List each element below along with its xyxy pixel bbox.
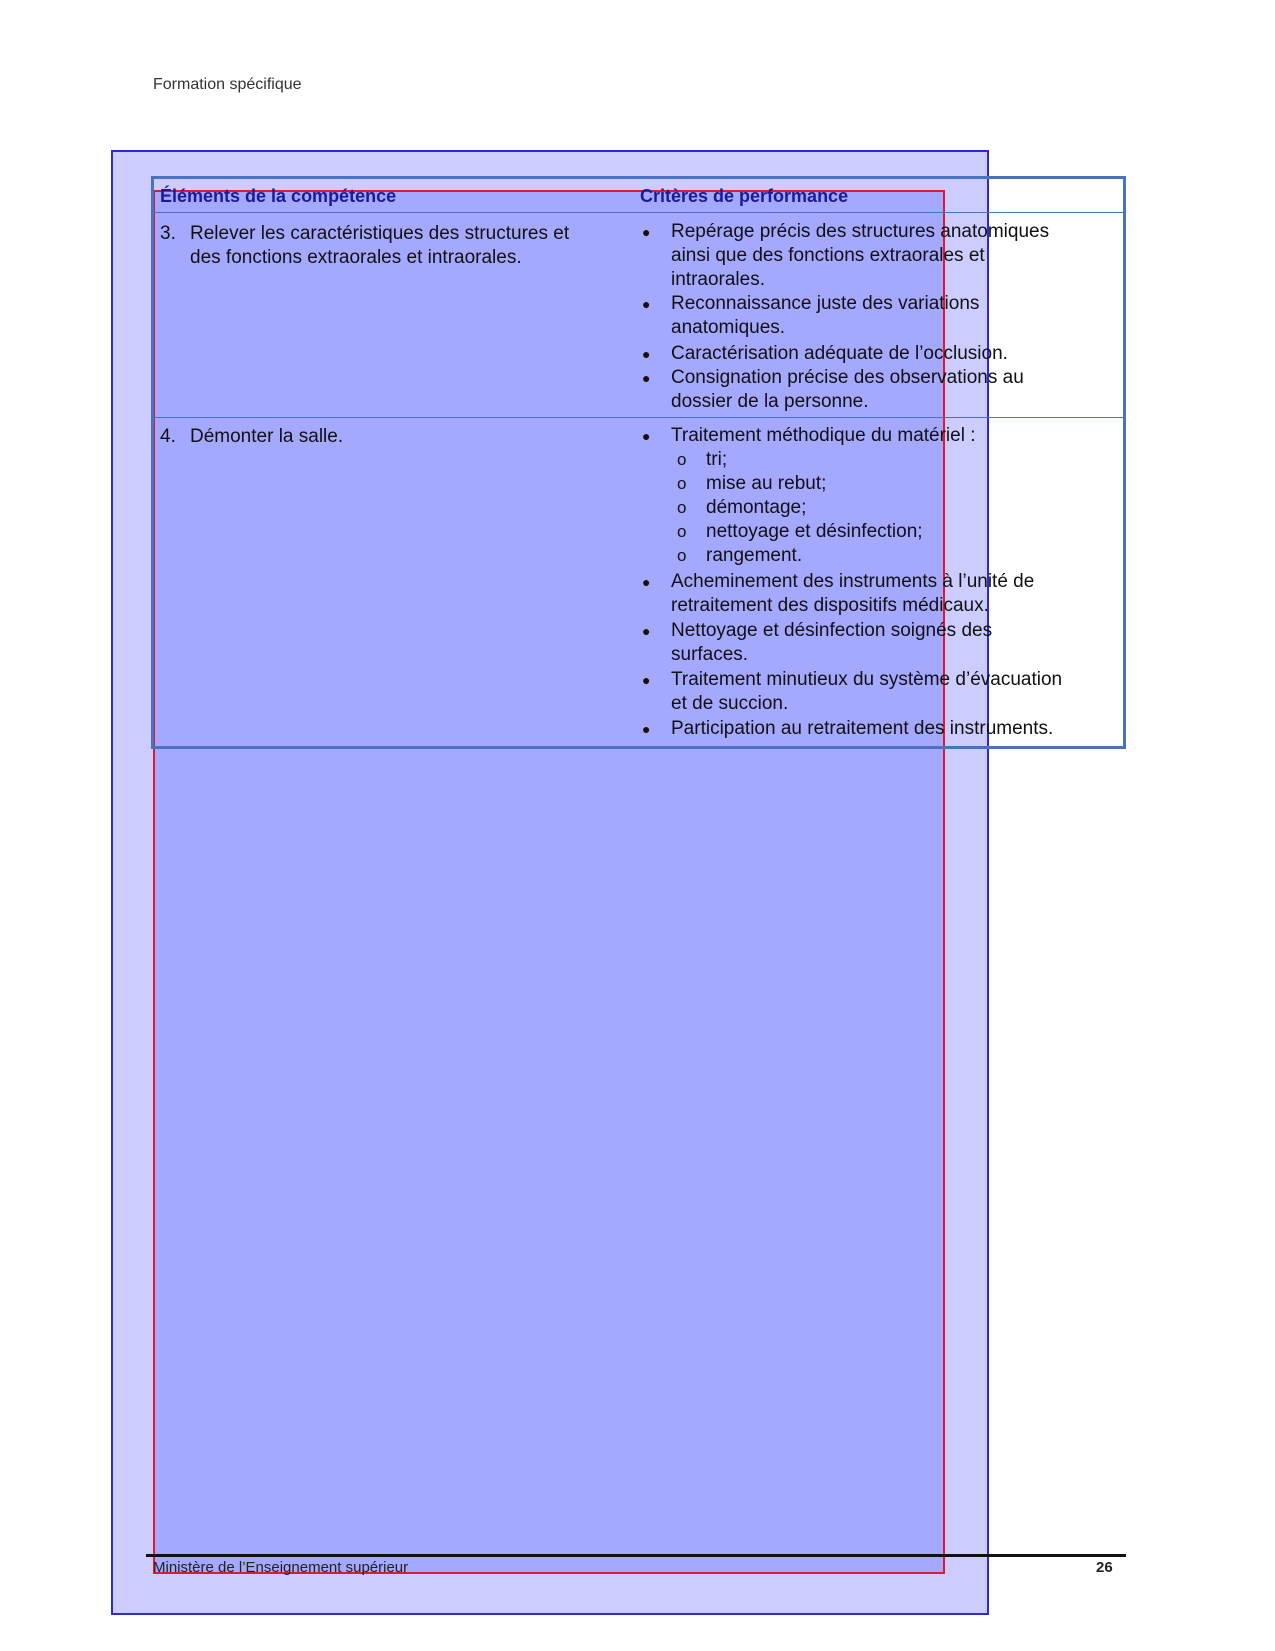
col1-header: Éléments de la compétence <box>160 186 397 206</box>
page-header: Formation spécifique <box>153 76 302 93</box>
bullet-icon: ● <box>642 428 651 444</box>
row4-criterion-3-line-1: Nettoyage et désinfection soignés des <box>671 620 993 641</box>
circle-bullet-icon: o <box>677 450 687 469</box>
row4-criterion-2-line-2: retraitement des dispositifs médicaux. <box>671 595 989 616</box>
row4-criterion-4-line-1: Traitement minutieux du système d’évacuation <box>671 669 1063 690</box>
row3-criterion-2-line-1: Reconnaissance juste des variations <box>671 293 980 314</box>
col2-header: Critères de performance <box>640 186 849 206</box>
row4-criterion-3-line-2: surfaces. <box>671 644 749 665</box>
circle-bullet-icon: o <box>677 522 687 541</box>
row4-sub-item-5: rangement. <box>706 545 803 566</box>
row3-element-line-1: Relever les caractéristiques des structures et <box>190 223 570 244</box>
row4-sub-item-1: tri; <box>706 449 728 470</box>
row4-sub-item-2: mise au rebut; <box>706 473 827 494</box>
row3-criterion-1-line-3: intraorales. <box>671 269 765 290</box>
row4-sub-item-4: nettoyage et désinfection; <box>706 521 923 542</box>
bullet-icon: ● <box>642 296 651 312</box>
row3-number: 3. <box>160 223 176 244</box>
row4-criterion-1: Traitement méthodique du matériel : <box>671 425 976 446</box>
bullet-icon: ● <box>642 346 651 362</box>
circle-bullet-icon: o <box>677 498 687 517</box>
row3-criterion-4-line-2: dossier de la personne. <box>671 391 869 412</box>
row3-criterion-4-line-1: Consignation précise des observations au <box>671 367 1024 388</box>
row3-criterion-1-line-1: Repérage précis des structures anatomiques <box>671 221 1050 242</box>
row3-criterion-2-line-2: anatomiques. <box>671 317 786 338</box>
bullet-icon: ● <box>642 224 651 240</box>
row4-criterion-2-line-1: Acheminement des instruments à l’unité de <box>671 571 1035 592</box>
row3-criterion-3: Caractérisation adéquate de l’occlusion. <box>671 343 1008 364</box>
table-row-divider <box>151 417 1126 418</box>
footer-ministry: Ministère de l’Enseignement supérieur <box>153 1559 409 1576</box>
bullet-icon: ● <box>642 672 651 688</box>
row4-criterion-4-line-2: et de succion. <box>671 693 789 714</box>
circle-bullet-icon: o <box>677 474 687 493</box>
bullet-icon: ● <box>642 574 651 590</box>
row4-criterion-5: Participation au retraitement des instruments. <box>671 718 1054 739</box>
row4-number: 4. <box>160 426 176 447</box>
row4-element: Démonter la salle. <box>190 426 344 447</box>
table-header-divider <box>151 212 1126 213</box>
row4-sub-item-3: démontage; <box>706 497 807 518</box>
footer-rule <box>146 1554 1126 1557</box>
bullet-icon: ● <box>642 370 651 386</box>
page-number: 26 <box>1096 1559 1113 1576</box>
circle-bullet-icon: o <box>677 546 687 565</box>
bullet-icon: ● <box>642 623 651 639</box>
bullet-icon: ● <box>642 721 651 737</box>
row3-criterion-1-line-2: ainsi que des fonctions extraorales et <box>671 245 985 266</box>
row3-element-line-2: des fonctions extraorales et intraorales. <box>190 247 522 268</box>
